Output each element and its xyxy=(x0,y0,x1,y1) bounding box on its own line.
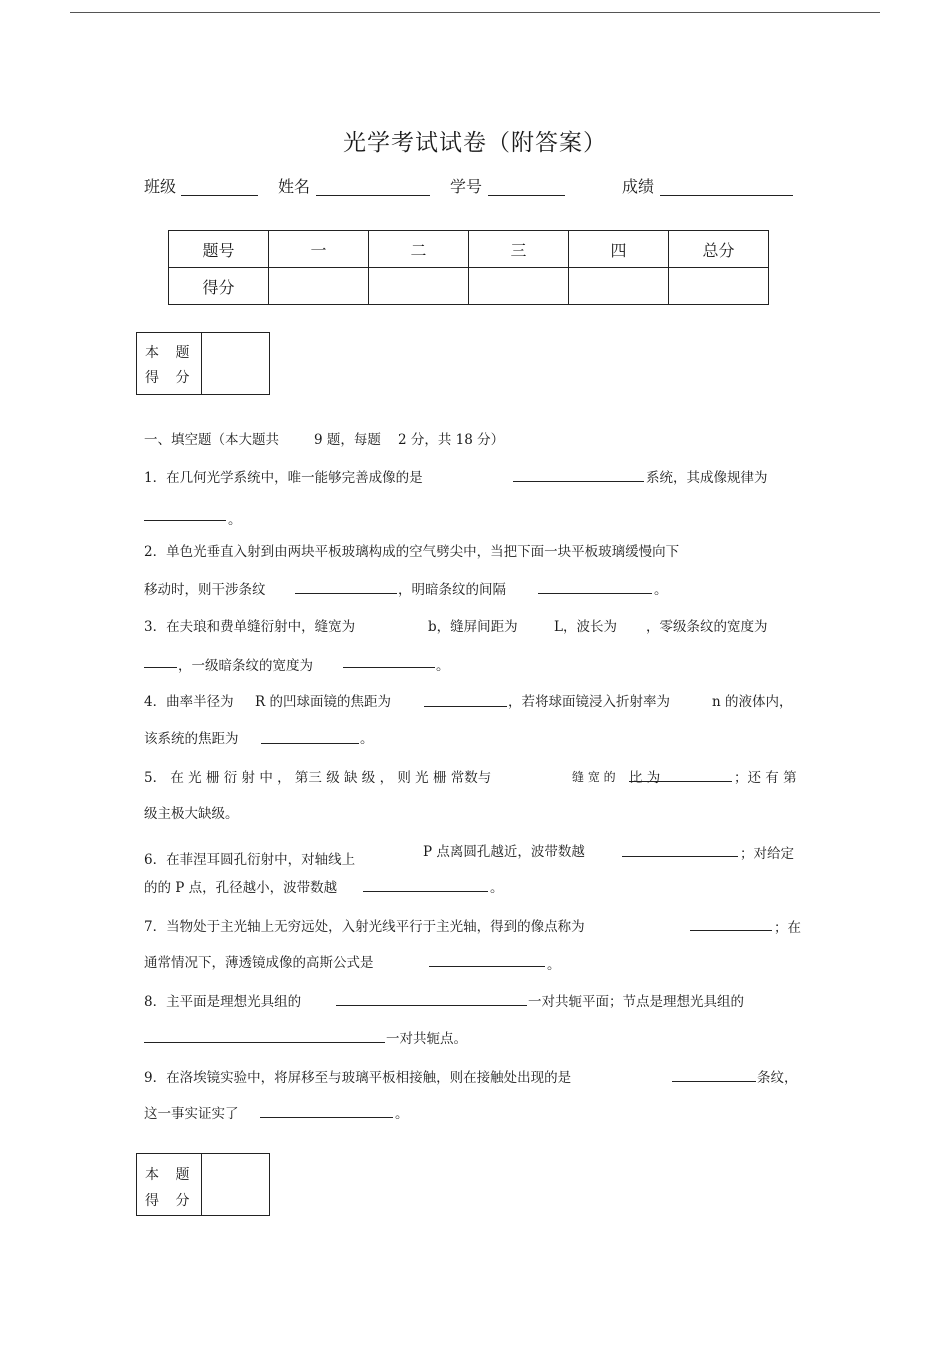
q4-blank-1[interactable] xyxy=(424,706,507,707)
q1-blank-2[interactable] xyxy=(144,520,226,521)
table-header-cell: 四 xyxy=(569,231,669,268)
q7-blank-2[interactable] xyxy=(429,966,545,967)
question-8-text: 8．主平面是理想光具组的 xyxy=(144,994,302,1010)
score-table xyxy=(168,230,769,305)
score-box-line2: 得 分 xyxy=(145,1193,196,1209)
question-3-text-c: L，波长为 xyxy=(554,619,617,635)
table-header-cell: 二 xyxy=(369,231,469,268)
section-heading-a: 一、填空题（本大题共 xyxy=(144,432,279,448)
q3-blank-2[interactable] xyxy=(343,667,435,668)
question-1-text: 1．在几何光学系统中，唯一能够完善成像的是 xyxy=(144,470,423,486)
q2-blank-2[interactable] xyxy=(538,593,652,594)
section-score-box-label xyxy=(137,333,202,394)
question-4-text-e: 该系统的焦距为 xyxy=(144,731,239,747)
question-7-end: 。 xyxy=(547,957,561,973)
q9-blank-1[interactable] xyxy=(672,1081,756,1082)
class-label: 班级 xyxy=(144,177,177,196)
score-row-label: 得分 xyxy=(169,268,269,305)
q8-blank-2[interactable] xyxy=(144,1042,385,1043)
table-header-cell: 总分 xyxy=(669,231,769,268)
question-8-end: 一对共轭点。 xyxy=(386,1031,467,1047)
question-9-text-c: 这一事实证实了 xyxy=(144,1106,239,1122)
score-box-line2: 得 分 xyxy=(145,370,196,386)
question-2-end: 。 xyxy=(654,582,668,598)
section-score-input[interactable] xyxy=(203,1154,269,1215)
question-1-text-b: 系统，其成像规律为 xyxy=(646,470,768,486)
question-4-text-b: R 的凹球面镜的焦距为 xyxy=(255,694,391,710)
score-cell[interactable] xyxy=(669,268,769,305)
question-6-end: 。 xyxy=(490,880,504,896)
table-header-cell: 题号 xyxy=(169,231,269,268)
q9-blank-2[interactable] xyxy=(260,1117,393,1118)
question-6-text-b: ；对给定 xyxy=(740,846,794,862)
question-3-text-b: b，缝屏间距为 xyxy=(428,619,518,635)
name-blank[interactable] xyxy=(316,195,430,196)
score-table-score-row xyxy=(169,268,769,305)
q6-blank-1[interactable] xyxy=(622,856,738,857)
question-7-text-b: ；在 xyxy=(774,920,801,936)
question-9-text-b: 条纹， xyxy=(757,1070,798,1086)
question-2-text-b: 移动时，则干涉条纹 xyxy=(144,582,266,598)
score-box-line1: 本 题 xyxy=(145,345,196,361)
question-1-end: 。 xyxy=(228,512,242,528)
question-5-text-d: ；还 有 第 xyxy=(734,770,797,786)
question-3-text-d: ，零级条纹的宽度为 xyxy=(646,619,768,635)
q4-blank-2[interactable] xyxy=(261,743,359,744)
question-4-text-c: ，若将球面镜浸入折射率为 xyxy=(508,694,670,710)
score-cell[interactable] xyxy=(469,268,569,305)
table-header-cell: 三 xyxy=(469,231,569,268)
question-8-text-b: 一对共轭平面；节点是理想光具组的 xyxy=(528,994,744,1010)
score-cell[interactable] xyxy=(269,268,369,305)
question-7-text-c: 通常情况下，薄透镜成像的高斯公式是 xyxy=(144,955,374,971)
question-5-text-b: 缝 宽 的 xyxy=(572,770,616,784)
table-header-cell: 一 xyxy=(269,231,369,268)
q8-blank-1[interactable] xyxy=(336,1005,527,1006)
q2-blank-1[interactable] xyxy=(295,593,397,594)
q6-blank-2[interactable] xyxy=(363,891,488,892)
question-3-end: 。 xyxy=(436,658,450,674)
question-3-text: 3．在夫琅和费单缝衍射中，缝宽为 xyxy=(144,619,356,635)
question-7-text: 7．当物处于主光轴上无穷远处，入射光线平行于主光轴，得到的像点称为 xyxy=(144,919,585,935)
q1-blank-1[interactable] xyxy=(513,481,644,482)
section-heading-c: 2 分，共 18 分） xyxy=(398,432,505,448)
question-4-text: 4．曲率半径为 xyxy=(144,694,234,710)
question-5-text-e: 级主极大缺级。 xyxy=(144,806,239,822)
section-score-input[interactable] xyxy=(203,333,269,394)
score-cell[interactable] xyxy=(369,268,469,305)
section-score-box-label xyxy=(137,1154,202,1215)
question-6-text-a: P 点离圆孔越近，波带数越 xyxy=(423,844,585,860)
question-6-text: 6．在菲涅耳圆孔衍射中，对轴线上 xyxy=(144,852,356,868)
name-label: 姓名 xyxy=(278,177,311,196)
q5-blank[interactable] xyxy=(629,781,732,782)
q3-blank-1[interactable] xyxy=(144,667,177,668)
top-rule xyxy=(70,12,880,13)
page-title: 光学考试试卷（附答案） xyxy=(343,130,607,156)
question-9-end: 。 xyxy=(395,1106,409,1122)
question-4-end: 。 xyxy=(360,731,374,747)
q7-blank-1[interactable] xyxy=(690,930,772,931)
question-5-text: 5． 在 光 栅 衍 射 中 ， 第三 级 缺 级 ， 则 光 栅 常数与 xyxy=(144,770,492,786)
question-2-text-c: ，明暗条纹的间隔 xyxy=(398,582,506,598)
class-blank[interactable] xyxy=(181,195,258,196)
student-id-label: 学号 xyxy=(450,177,483,196)
score-box-line1: 本 题 xyxy=(145,1167,196,1183)
section-score-box xyxy=(136,1153,270,1216)
student-id-blank[interactable] xyxy=(488,195,565,196)
score-cell[interactable] xyxy=(569,268,669,305)
question-2-text: 2．单色光垂直入射到由两块平板玻璃构成的空气劈尖中，当把下面一块平板玻璃缓慢向下 xyxy=(144,544,680,560)
section-heading-b: 9 题，每题 xyxy=(314,432,381,448)
question-6-text-d: 的的 P 点，孔径越小，波带数越 xyxy=(144,880,338,896)
question-3-text-e: ，一级暗条纹的宽度为 xyxy=(178,658,313,674)
question-5-text-c: 比 为 xyxy=(629,770,661,786)
score-table-header-row xyxy=(169,231,769,268)
question-4-text-d: n 的液体内， xyxy=(712,694,793,710)
grade-blank[interactable] xyxy=(660,195,793,196)
section-score-box xyxy=(136,332,270,395)
grade-label: 成绩 xyxy=(622,177,655,196)
question-9-text: 9．在洛埃镜实验中，将屏移至与玻璃平板相接触，则在接触处出现的是 xyxy=(144,1070,572,1086)
